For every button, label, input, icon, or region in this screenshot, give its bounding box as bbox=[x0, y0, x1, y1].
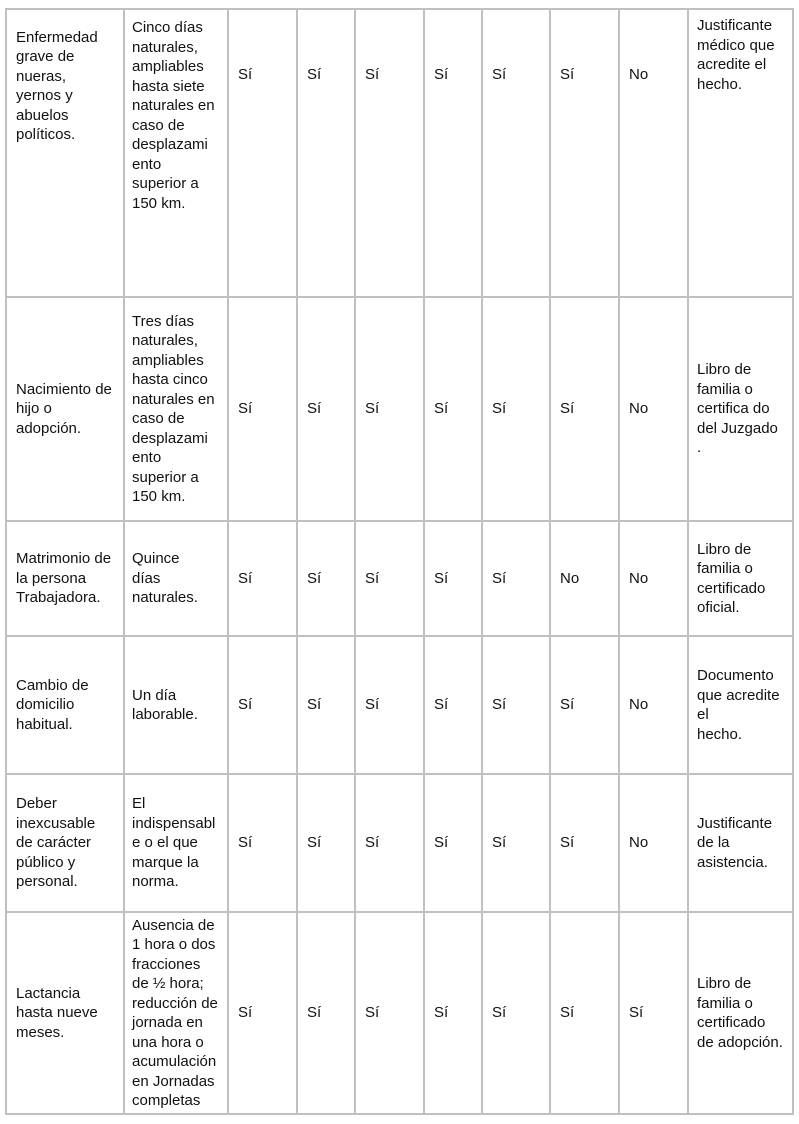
document-cell-text: Justificante de la asistencia. bbox=[697, 814, 773, 871]
situation-cell bbox=[6, 521, 124, 636]
value-cell bbox=[355, 774, 424, 912]
value-cell-text: Sí bbox=[629, 1004, 644, 1022]
value-cell-text: Sí bbox=[365, 66, 380, 84]
duration-cell-text: Un día laborable. bbox=[132, 686, 198, 723]
value-cell bbox=[482, 774, 550, 912]
situation-cell bbox=[6, 297, 124, 521]
value-cell bbox=[424, 912, 482, 1114]
table-row bbox=[6, 297, 793, 521]
value-cell bbox=[619, 636, 688, 774]
value-cell-text: Sí bbox=[307, 834, 322, 852]
value-cell-text: Sí bbox=[307, 66, 322, 84]
value-cell-text: Sí bbox=[560, 66, 575, 84]
table-row bbox=[6, 912, 793, 1114]
value-cell bbox=[228, 912, 297, 1114]
value-cell-text: Sí bbox=[238, 696, 253, 714]
value-cell bbox=[297, 912, 355, 1114]
value-cell bbox=[228, 297, 297, 521]
value-cell bbox=[355, 521, 424, 636]
value-cell-text: Sí bbox=[492, 569, 507, 587]
value-cell-text: Sí bbox=[560, 1004, 575, 1022]
value-cell bbox=[482, 636, 550, 774]
situation-cell-text: Matrimonio de la persona Trabajadora. bbox=[16, 550, 112, 607]
value-cell-text: Sí bbox=[434, 569, 449, 587]
value-cell-text: Sí bbox=[560, 400, 575, 418]
value-cell bbox=[550, 297, 619, 521]
value-cell-text: Sí bbox=[238, 66, 253, 84]
duration-cell-text: Quince días naturales. bbox=[132, 550, 198, 607]
document-cell-text: Documento que acredite el hecho. bbox=[697, 667, 780, 743]
duration-cell bbox=[124, 297, 228, 521]
value-cell-text: No bbox=[629, 66, 649, 84]
value-cell-text: Sí bbox=[492, 400, 507, 418]
document-cell bbox=[688, 521, 793, 636]
value-cell-text: Sí bbox=[434, 66, 449, 84]
value-cell-text: No bbox=[629, 696, 649, 714]
value-cell-text: Sí bbox=[365, 834, 380, 852]
value-cell bbox=[619, 774, 688, 912]
value-cell bbox=[355, 297, 424, 521]
duration-cell-text: Ausencia de 1 hora o dos fracciones de ½ hora; reducción de jornada en una hora o acumulación en Jornadas completas bbox=[132, 916, 218, 1109]
document-cell bbox=[688, 9, 793, 297]
value-cell bbox=[482, 9, 550, 297]
document-cell bbox=[688, 636, 793, 774]
document-cell-text: Justificante médico que acredite el hecho. bbox=[697, 17, 775, 93]
value-cell-text: Sí bbox=[434, 834, 449, 852]
value-cell-text: Sí bbox=[307, 1004, 322, 1022]
table-row bbox=[6, 636, 793, 774]
value-cell bbox=[297, 521, 355, 636]
duration-cell-text: El indispensabl e o el que marque la norma. bbox=[132, 795, 216, 891]
situation-cell-text: Lactancia hasta nueve meses. bbox=[16, 984, 98, 1041]
value-cell-text: No bbox=[629, 834, 649, 852]
value-cell bbox=[619, 521, 688, 636]
situation-cell bbox=[6, 636, 124, 774]
duration-cell-text: Tres días naturales, ampliables hasta cinco naturales en caso de desplazami ento superior a 150 km. bbox=[132, 312, 215, 505]
duration-cell bbox=[124, 912, 228, 1114]
value-cell bbox=[619, 912, 688, 1114]
situation-cell bbox=[6, 9, 124, 297]
duration-cell bbox=[124, 521, 228, 636]
duration-cell-text: Cinco días naturales, ampliables hasta siete naturales en caso de desplazami ento superior a 150 km. bbox=[132, 19, 215, 212]
value-cell bbox=[619, 297, 688, 521]
table-row bbox=[6, 9, 793, 297]
duration-cell bbox=[124, 9, 228, 297]
value-cell-text: Sí bbox=[238, 569, 253, 587]
value-cell-text: Sí bbox=[238, 834, 253, 852]
value-cell-text: Sí bbox=[434, 1004, 449, 1022]
value-cell-text: Sí bbox=[492, 66, 507, 84]
value-cell bbox=[355, 636, 424, 774]
value-cell bbox=[424, 774, 482, 912]
value-cell-text: No bbox=[629, 400, 649, 418]
value-cell bbox=[550, 912, 619, 1114]
value-cell bbox=[550, 636, 619, 774]
document-cell bbox=[688, 912, 793, 1114]
value-cell bbox=[619, 9, 688, 297]
value-cell-text: Sí bbox=[238, 1004, 253, 1022]
value-cell-text: Sí bbox=[307, 569, 322, 587]
value-cell-text: Sí bbox=[365, 569, 380, 587]
value-cell-text: Sí bbox=[492, 1004, 507, 1022]
value-cell bbox=[228, 774, 297, 912]
value-cell bbox=[482, 297, 550, 521]
value-cell bbox=[355, 9, 424, 297]
situation-cell bbox=[6, 774, 124, 912]
value-cell-text: Sí bbox=[365, 1004, 380, 1022]
value-cell bbox=[424, 297, 482, 521]
document-cell bbox=[688, 297, 793, 521]
table-row bbox=[6, 521, 793, 636]
value-cell-text: No bbox=[629, 569, 649, 587]
value-cell-text: Sí bbox=[560, 834, 575, 852]
value-cell bbox=[550, 9, 619, 297]
table-row bbox=[6, 774, 793, 912]
value-cell bbox=[424, 636, 482, 774]
situation-cell-text: Nacimiento de hijo o adopción. bbox=[16, 380, 112, 437]
situation-cell-text: Cambio de domicilio habitual. bbox=[16, 676, 89, 733]
value-cell bbox=[355, 912, 424, 1114]
value-cell bbox=[228, 9, 297, 297]
value-cell bbox=[297, 9, 355, 297]
duration-cell bbox=[124, 636, 228, 774]
value-cell-text: Sí bbox=[365, 696, 380, 714]
value-cell-text: Sí bbox=[307, 696, 322, 714]
value-cell bbox=[424, 9, 482, 297]
value-cell-text: Sí bbox=[434, 696, 449, 714]
value-cell-text: Sí bbox=[492, 834, 507, 852]
document-cell-text: Libro de familia o certificado de adopción. bbox=[697, 975, 783, 1051]
value-cell bbox=[550, 774, 619, 912]
document-cell-text: Libro de familia o certifica do del Juzgado . bbox=[697, 361, 778, 457]
value-cell bbox=[297, 774, 355, 912]
situation-cell-text: Deber inexcusable de carácter público y personal. bbox=[16, 795, 96, 891]
value-cell bbox=[228, 636, 297, 774]
value-cell bbox=[228, 521, 297, 636]
duration-cell bbox=[124, 774, 228, 912]
value-cell-text: Sí bbox=[307, 400, 322, 418]
table-body bbox=[6, 9, 793, 1114]
value-cell-text: Sí bbox=[492, 696, 507, 714]
value-cell bbox=[482, 521, 550, 636]
value-cell-text: Sí bbox=[238, 400, 253, 418]
permits-table bbox=[5, 8, 794, 1115]
situation-cell-text: Enfermedad grave de nueras, yernos y abuelos políticos. bbox=[16, 28, 98, 143]
situation-cell bbox=[6, 912, 124, 1114]
document-cell bbox=[688, 774, 793, 912]
value-cell-text: Sí bbox=[560, 696, 575, 714]
value-cell bbox=[297, 297, 355, 521]
value-cell bbox=[424, 521, 482, 636]
value-cell bbox=[550, 521, 619, 636]
value-cell-text: Sí bbox=[365, 400, 380, 418]
value-cell bbox=[482, 912, 550, 1114]
value-cell bbox=[297, 636, 355, 774]
value-cell-text: No bbox=[560, 569, 580, 587]
value-cell-text: Sí bbox=[434, 400, 449, 418]
document-cell-text: Libro de familia o certificado oficial. bbox=[697, 540, 766, 616]
